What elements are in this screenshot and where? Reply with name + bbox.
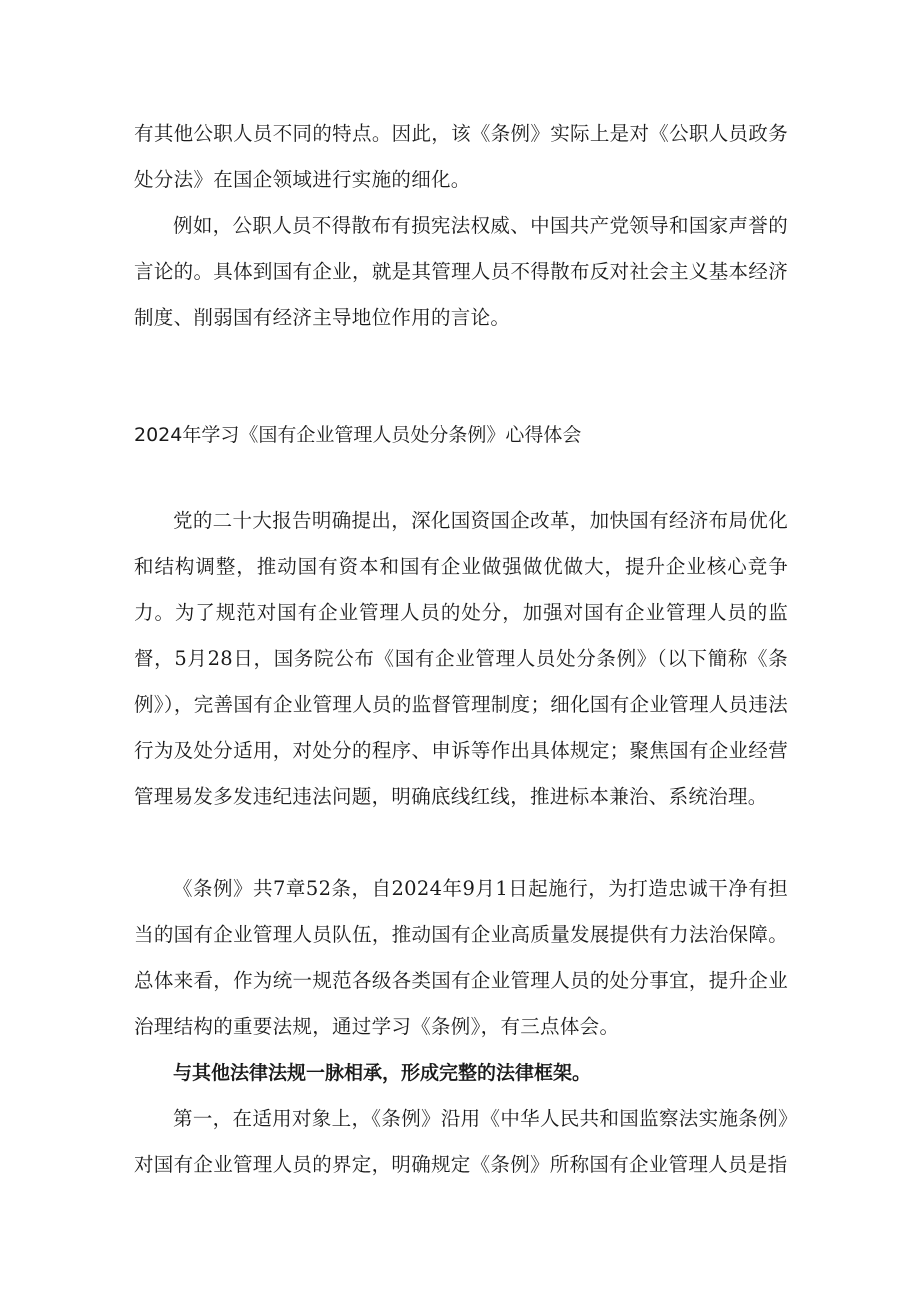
paragraph-first-point: 第一，在适用对象上，《条例》沿用《中华人民共和国监察法实施条例》对国有企业管理人员的界定，明确规定《条例》所称国有企业管理人员是指 (134, 1107, 788, 1176)
section-subheading: 与其他法律法规一脉相承，形成完整的法律框架。 (173, 1062, 592, 1084)
article-title: 2024年学习《国有企业管理人员处分条例》心得体会 (134, 424, 582, 446)
paragraph-intro: 党的二十大报告明确提出，深化国资国企改革，加快国有经济布局优化和结构调整，推动国有资本和国有企业做强做优做大，提升企业核心竞争力。为了规范对国有企业管理人员的处分，加强对国有企业管理人员的监督，5月28日，国务院公布《国有企业管理人员处分条例》（以下簡称《条例》），完善国有企业管理人员的监督管理制度；细化国有企业管理人员违法行为及处分适用，对处分的程序、申诉等作出具体规定；聚焦国有企业经营管理易发多发违纪违法问题，明确底线红线，推进标本兼治、系统治理。 (134, 509, 788, 808)
paragraph-example: 例如，公职人员不得散布有损宪法权威、中国共产党领导和国家声誉的言论的。具体到国有企业，就是其管理人员不得散布反对社会主义基本经济制度、削弱国有经济主导地位作用的言论。 (134, 214, 788, 329)
paragraph-regulation-summary: 《条例》共7章52条，自2024年9月1日起施行，为打造忠诚干净有担当的国有企业管理人员队伍，推动国有企业高质量发展提供有力法治保障。总体来看，作为统一规范各级各类国有企业管理人员的处分事宜，提升企业治理结构的重要法规，通过学习《条例》，有三点体会。 (134, 877, 788, 1038)
paragraph-continuation: 有其他公职人员不同的特点。因此，该《条例》实际上是对《公职人员政务处分法》在国企领域进行实施的细化。 (134, 122, 788, 191)
